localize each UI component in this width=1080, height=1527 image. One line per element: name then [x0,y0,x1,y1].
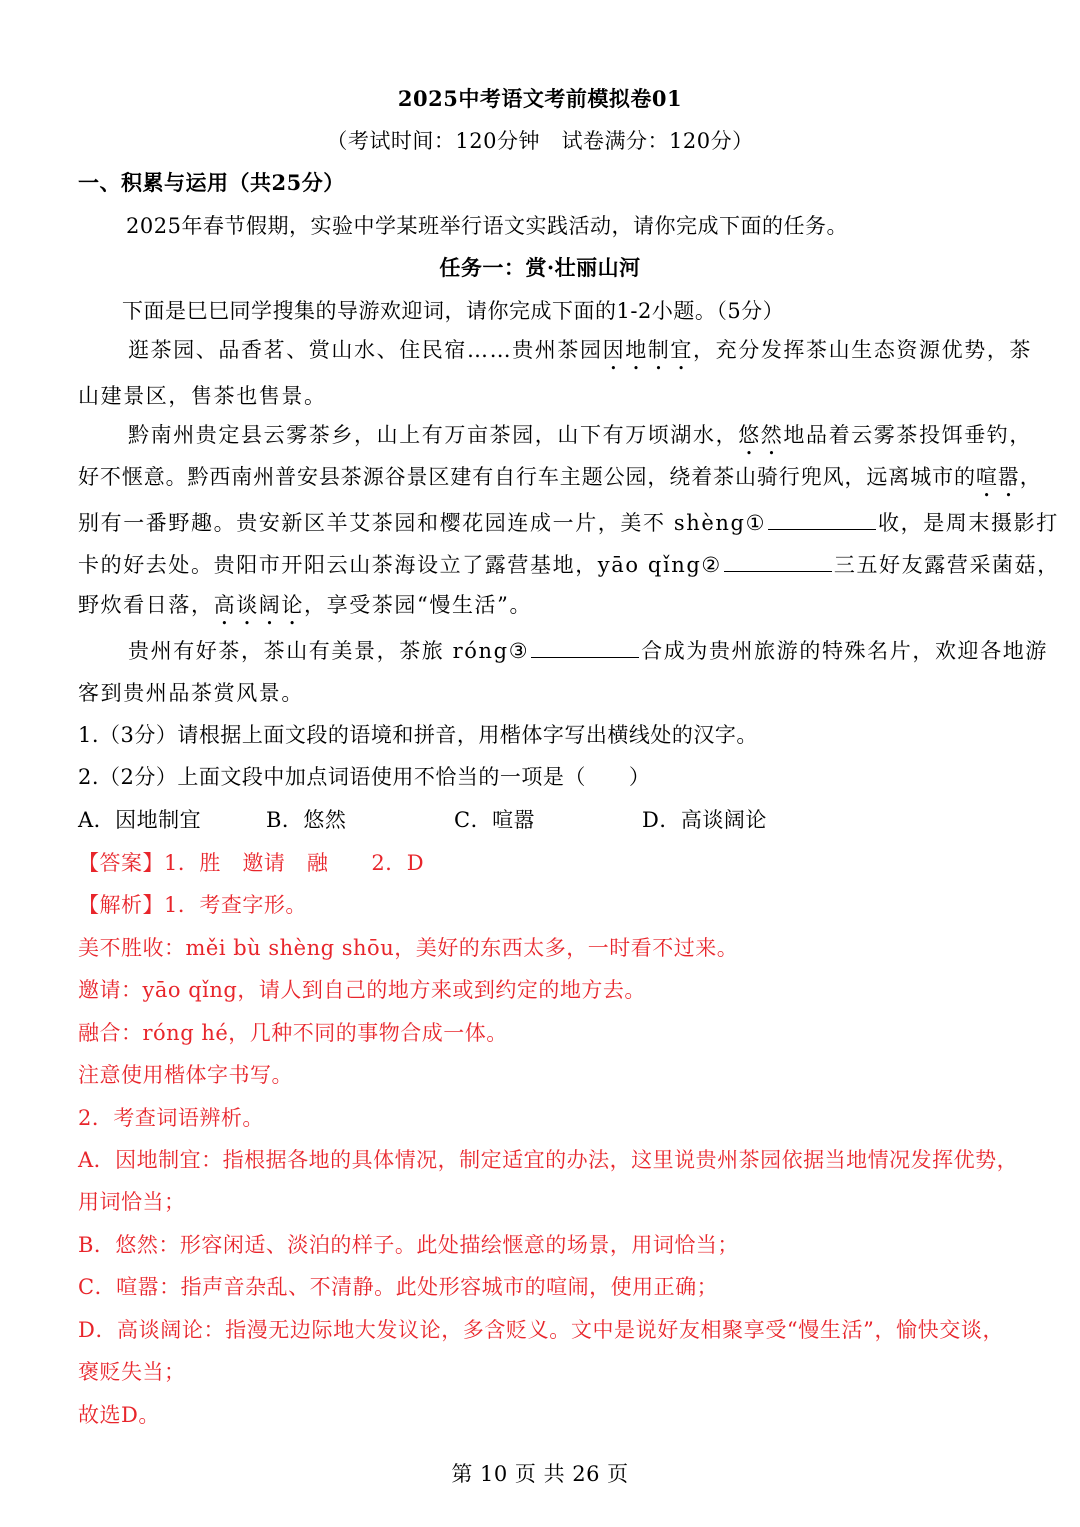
analysis-line: D．高谈阔论：指漫无边际地大发议论，多含贬义。文中是说好友相聚享受“慢生活”，愉快交谈， [78,1318,1004,1342]
options-row [78,805,1004,835]
passage-line: 别有一番野趣。贵安新区羊艾茶园和樱花园连成一片，美不 shèng① 收，是周末摄影打 [78,511,1059,535]
answer-text: 1．胜 邀请 融 2．D [164,851,425,875]
option-a[interactable]: A．因地制宜 [78,808,202,832]
option-b[interactable]: B．悠然 [266,808,347,832]
question-2: 2.（2分）上面文段中加点词语使用不恰当的一项是（ ） [78,765,651,789]
answer-label: 【答案】 [78,851,164,875]
section-heading: 一、积累与运用（共25分） [78,170,345,195]
fill-blank-2[interactable] [724,551,832,572]
fill-blank-1[interactable] [768,509,876,530]
analysis-line: 用词恰当； [78,1190,186,1214]
analysis-line: 注意使用楷体字书写。 [78,1063,293,1087]
analysis-line: 融合：róng hé，几种不同的事物合成一体。 [78,1021,508,1045]
dotted-word: 因地制宜 [602,338,694,362]
option-c[interactable]: C．喧嚣 [454,808,536,832]
page-title: 2025中考语文考前模拟卷01 [397,86,683,111]
passage-line: 黔南州贵定县云雾茶乡，山上有万亩茶园，山下有万顷湖水，悠然地品着云雾茶投饵垂钓， [128,423,1033,447]
page-number: 第 10 页 共 26 页 [451,1462,629,1486]
option-d[interactable]: D．高谈阔论 [642,808,767,832]
passage-line: 客到贵州品茶赏风景。 [78,681,304,705]
analysis-line: B．悠然：形容闲适、淡泊的样子。此处描绘惬意的场景，用词恰当； [78,1233,739,1257]
analysis-line: 【解析】1．考查字形。 [78,893,307,917]
passage-line: 逛茶园、品香茗、赏山水、住民宿……贵州茶园因地制宜，充分发挥茶山生态资源优势，茶 [128,338,1033,362]
passage-line: 贵州有好茶，茶山有美景，茶旅 róng③ 合成为贵州旅游的特殊名片，欢迎各地游 [128,639,1048,663]
question-1: 1.（3分）请根据上面文段的语境和拼音，用楷体字写出横线处的汉字。 [78,723,758,747]
task-title: 任务一：赏·壮丽山河 [439,255,641,280]
passage-line: 卡的好去处。贵阳市开阳云山茶海设立了露营基地，yāo qǐng② 三五好友露营采菌菇， [78,553,1060,577]
analysis-line: 美不胜收：měi bù shèng shōu，美好的东西太多，一时看不过来。 [78,936,739,960]
passage-line: 野炊看日落，高谈阔论，享受茶园“慢生活”。 [78,593,533,617]
page-subtitle: （考试时间：120分钟 试卷满分：120分） [326,129,754,153]
analysis-line: A．因地制宜：指根据各地的具体情况，制定适宜的办法，这里说贵州茶园依据当地情况发挥优势， [78,1148,1019,1172]
dotted-word: 悠然 [738,423,784,447]
answer-line [78,848,1004,878]
analysis-line: C．喧嚣：指声音杂乱、不清静。此处形容城市的喧闹，使用正确； [78,1275,719,1299]
analysis-line: 邀请：yāo qǐng，请人到自己的地方来或到约定的地方去。 [78,978,646,1002]
analysis-line: 2．考查词语辨析。 [78,1106,264,1130]
task-intro: 下面是巳巳同学搜集的导游欢迎词，请你完成下面的1-2小题。（5分） [122,299,785,323]
dotted-word: 喧嚣 [975,465,1020,489]
passage-line: 山建景区，售茶也售景。 [78,384,327,408]
fill-blank-3[interactable] [531,637,639,658]
analysis-line: 故选D。 [78,1403,160,1427]
analysis-line: 褒贬失当； [78,1360,186,1384]
section-intro: 2025年春节假期，实验中学某班举行语文实践活动，请你完成下面的任务。 [126,214,848,238]
passage-line: 好不惬意。黔西南州普安县茶源谷景区建有自行车主题公园，绕着茶山骑行兜风，远离城市的喧嚣， [78,465,1042,489]
analysis-label: 【解析】 [78,893,164,917]
dotted-word: 高谈阔论 [213,593,305,617]
